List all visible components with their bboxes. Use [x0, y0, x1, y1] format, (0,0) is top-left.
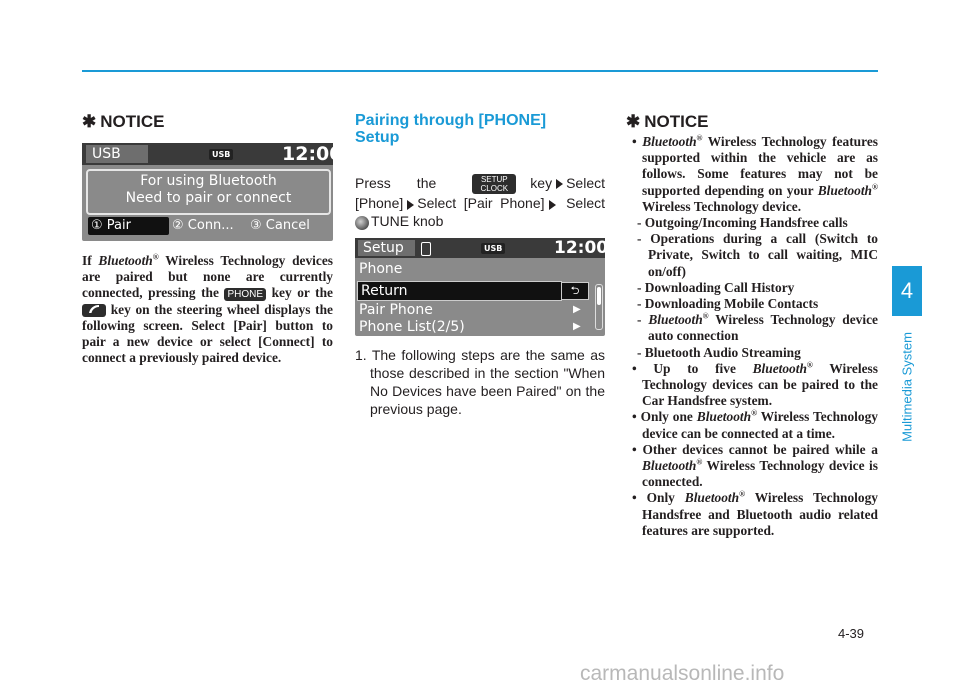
- notice-subitem: - Bluetooth Audio Streaming: [637, 344, 801, 360]
- step-1: [355, 346, 605, 418]
- registered-mark: ®: [751, 408, 758, 418]
- notice-item: • Bluetooth® Wireless Technology features supported within the vehicle are as follows. Some features may not be supported depending on your Bluetooth® Wireless Technology device.: [632, 133, 878, 214]
- scrollbar-thumb[interactable]: [597, 287, 601, 305]
- registered-mark: ®: [806, 360, 813, 370]
- notice-b4b: Wireless Technology device is connected.: [642, 458, 878, 490]
- usb-badge: USB: [209, 149, 233, 160]
- tune-knob-icon: [355, 216, 369, 230]
- notice-sub5: Wireless Technology device auto connection: [648, 312, 878, 344]
- bluetooth-term: Bluetooth: [684, 490, 740, 506]
- bluetooth-term: Bluetooth: [752, 360, 807, 376]
- scrollbar[interactable]: [595, 284, 603, 330]
- bluetooth-term: Bluetooth: [642, 458, 697, 474]
- phone-handset-icon: [82, 304, 106, 317]
- return-icon[interactable]: ⮌: [561, 282, 589, 300]
- screen-clock: 12:00: [282, 143, 343, 165]
- section-heading: Pairing through [PHONE] Setup: [355, 112, 547, 146]
- step-text: The following steps are the same as those described in the section "When No Devices have been Paired" on the previous page.: [370, 347, 606, 417]
- bluetooth-term: Bluetooth: [98, 253, 153, 268]
- bluetooth-term: Bluetooth: [817, 182, 873, 198]
- screen-source-tab: USB: [86, 145, 148, 163]
- phone-list-row[interactable]: Phone List(2/5): [359, 319, 465, 335]
- pair-option[interactable]: ① Pair: [88, 217, 169, 235]
- prompt-box: [86, 169, 331, 215]
- left-p3: key or the: [266, 285, 333, 301]
- notice-star-icon: ✱: [626, 112, 641, 131]
- notice-b4a: Other devices cannot be paired while a: [642, 441, 878, 457]
- bluetooth-term: Bluetooth: [696, 409, 752, 425]
- left-p4: key on the steering wheel displays the following screen. Select [Pair] button to pair a new device or select [Connect] to connect a previously paired device.: [82, 301, 333, 366]
- notice-b1-end: Wireless Technology device.: [642, 198, 802, 214]
- setup-phone-screen: [355, 238, 609, 336]
- chapter-name-label: Multimedia System: [899, 332, 915, 442]
- left-p2: Wireless Technology devices are paired but none are currently connected, pressing the: [82, 253, 333, 301]
- chapter-name: [892, 322, 922, 452]
- notice-star-icon: ✱: [82, 112, 97, 131]
- cancel-option[interactable]: ③ Cancel: [250, 218, 310, 233]
- notice-item: • Only Bluetooth® Wireless Technology Handsfree and Bluetooth audio related features are supported.: [632, 490, 878, 538]
- notice-b2a: Up to five: [653, 360, 736, 376]
- bluetooth-status-icon: [421, 242, 431, 256]
- notice-heading-text: NOTICE: [100, 112, 165, 131]
- setup-key-line2: CLOCK: [480, 184, 509, 194]
- notice-subitem: [626, 312, 878, 344]
- notice-b5b: Wireless Technology Handsfree and Bluetooth audio related features are supported.: [642, 490, 878, 538]
- notice-heading-text: NOTICE: [644, 112, 709, 131]
- registered-mark: ®: [152, 252, 159, 262]
- notice-b3a: Only one: [640, 409, 693, 425]
- connect-option[interactable]: ② Conn...: [172, 218, 234, 233]
- registered-mark: ®: [739, 490, 746, 499]
- left-body-text: [82, 253, 333, 366]
- left-p1: If: [82, 253, 92, 268]
- right-notice-heading: [626, 112, 708, 132]
- screen-clock: 12:00: [554, 238, 609, 258]
- registered-mark: ®: [702, 311, 709, 321]
- notice-b2b: Wireless Technology devices can be paired to the Car Handsfree system.: [642, 360, 878, 409]
- notice-item: • Only one Bluetooth® Wireless Technology device can be connected at a time.: [632, 408, 878, 441]
- pair-prompt-screen: [82, 143, 343, 241]
- setup-clock-key: [472, 174, 516, 194]
- notice-subitem: - Downloading Call History: [637, 279, 795, 295]
- arrow-right-icon: [407, 200, 414, 210]
- prompt-line-1: For using Bluetooth: [140, 173, 277, 189]
- return-row[interactable]: Return: [357, 281, 562, 301]
- setup-key-line1: SETUP: [480, 175, 508, 185]
- arrow-right-icon: [556, 179, 563, 189]
- step-number: 1.: [355, 347, 367, 363]
- press-text: Press the: [355, 175, 437, 191]
- pair-phone-row[interactable]: Pair Phone: [359, 302, 433, 318]
- chapter-number: 4: [900, 278, 914, 303]
- select-pair-phone-text: Select [Pair Phone]: [417, 195, 545, 212]
- usb-badge: USB: [481, 243, 505, 254]
- dash: -: [637, 312, 642, 328]
- prompt-line-2: Need to pair or connect: [125, 190, 292, 206]
- bluetooth-term: Bluetooth: [648, 312, 703, 328]
- notice-subitem: - Downloading Mobile Contacts: [637, 296, 819, 312]
- registered-mark: ®: [696, 457, 703, 467]
- page-number: 4-39: [838, 626, 865, 641]
- header-rule: [82, 70, 878, 72]
- tune-knob-text: TUNE knob: [371, 213, 444, 230]
- chevron-right-icon: ▶: [573, 321, 581, 332]
- notice-item: • Other devices cannot be paired while a Bluetooth® Wireless Technology device is connected.: [632, 441, 878, 490]
- chevron-right-icon: ▶: [573, 304, 581, 315]
- setup-title: Setup: [358, 240, 415, 256]
- notice-item: • Up to five Bluetooth® Wireless Technology devices can be paired to the Car Handsfree system.: [632, 360, 878, 409]
- registered-mark: ®: [872, 182, 878, 192]
- notice-subitem: - Operations during a call (Switch to Private, Switch to call waiting, MIC on/off): [637, 231, 878, 279]
- arrow-right-icon: [549, 200, 556, 210]
- select-phone-text: Select [Phone]: [355, 175, 605, 212]
- left-notice-heading: [82, 112, 164, 132]
- registered-mark: ®: [696, 133, 703, 143]
- notice-subitem: - Outgoing/Incoming Handsfree calls: [637, 215, 848, 231]
- chapter-tab: [892, 266, 922, 316]
- phone-menu-header: Phone: [359, 261, 403, 277]
- notice-b3b: Wireless Technology device can be connected at a time.: [642, 409, 878, 441]
- right-notice-list: [626, 134, 878, 539]
- watermark: carmanualsonline.info: [580, 662, 785, 685]
- notice-b1: Wireless Technology features supported within the vehicle are as follows. Some features may not be supported depending on your: [642, 134, 878, 198]
- pairing-steps-intro: [355, 174, 605, 230]
- select-text: Select: [566, 195, 605, 212]
- key-text: key: [530, 175, 553, 191]
- notice-b5a: Only: [646, 490, 675, 506]
- bluetooth-term: Bluetooth: [642, 134, 697, 149]
- phone-key: PHONE: [224, 288, 266, 301]
